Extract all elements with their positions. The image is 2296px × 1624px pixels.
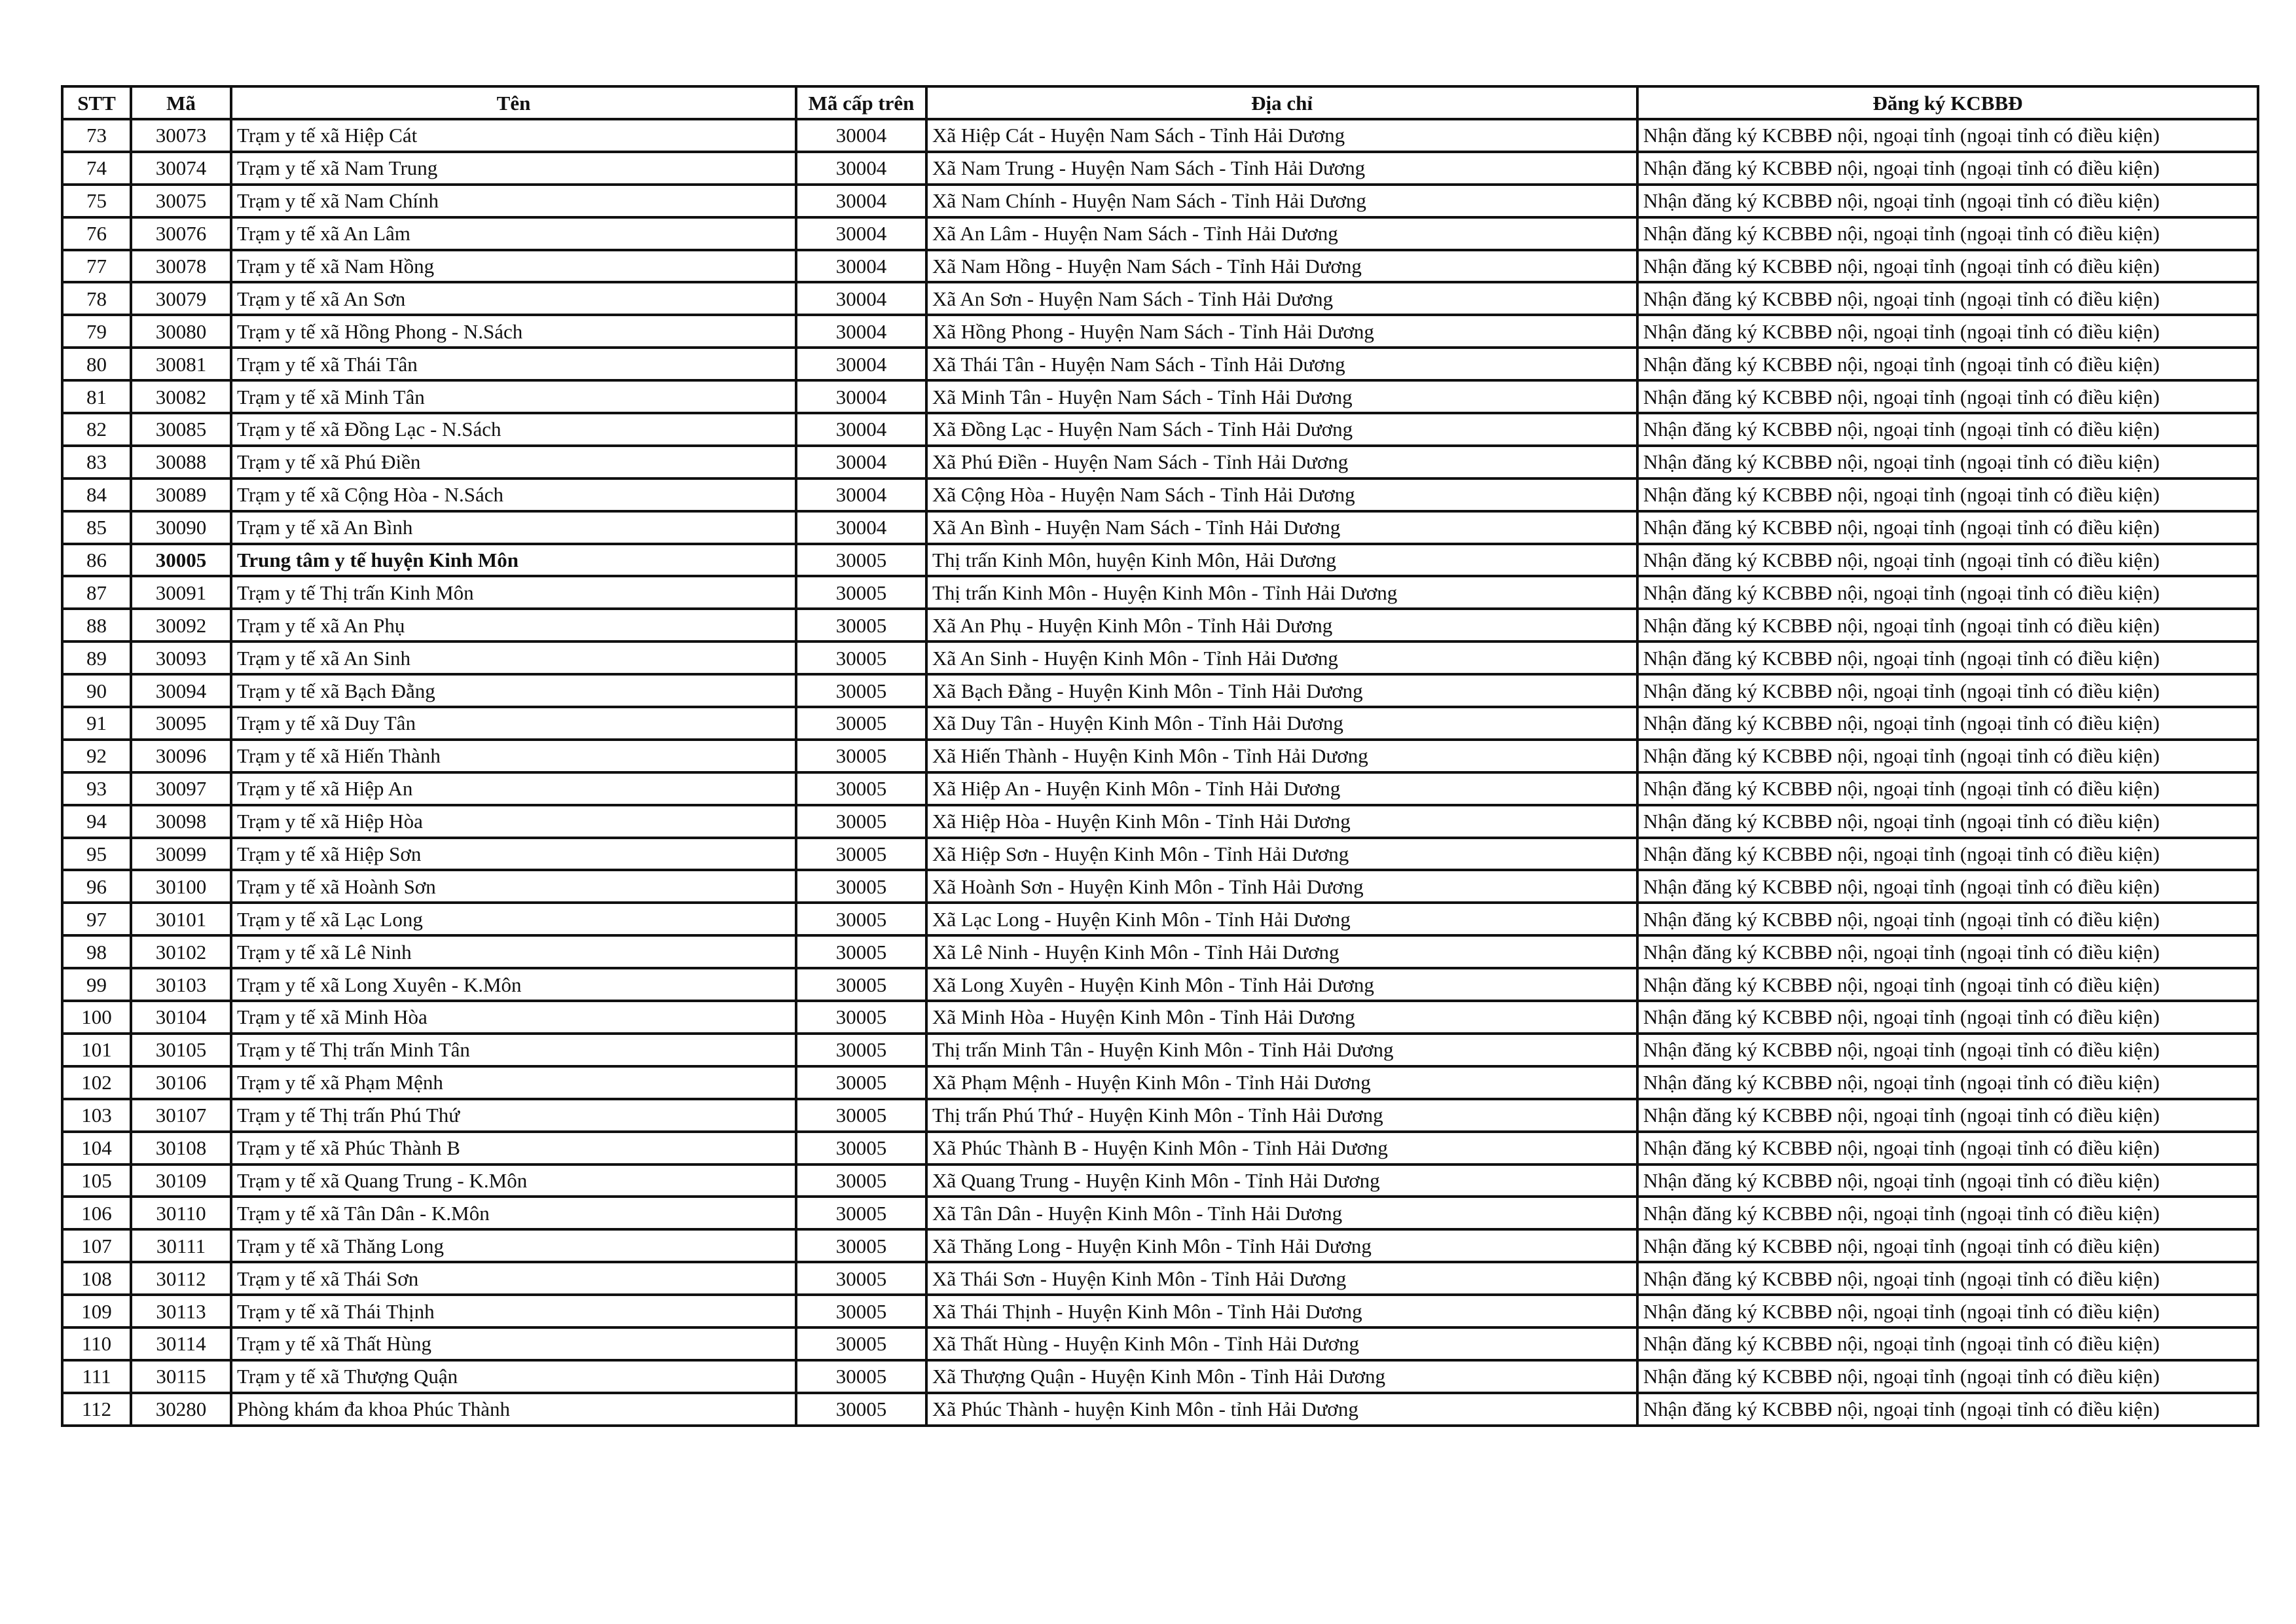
table-row xyxy=(62,380,2258,413)
cell-stt: 110 xyxy=(62,1327,131,1360)
table-row xyxy=(62,1229,2258,1262)
cell-dang-ky: Nhận đăng ký KCBBĐ nội, ngoại tỉnh (ngoại tỉnh có điều kiện) xyxy=(1637,478,2258,511)
cell-ten: Trạm y tế xã Nam Hồng xyxy=(231,250,796,283)
cell-dang-ky: Nhận đăng ký KCBBĐ nội, ngoại tỉnh (ngoại tỉnh có điều kiện) xyxy=(1637,1327,2258,1360)
cell-ten: Trạm y tế xã Hiệp Cát xyxy=(231,119,796,152)
cell-ma: 30081 xyxy=(131,348,231,380)
cell-dia-chi: Xã Hiệp Sơn - Huyện Kinh Môn - Tỉnh Hải Dương xyxy=(926,838,1637,871)
cell-ten: Trạm y tế xã Hiệp Hòa xyxy=(231,805,796,838)
cell-dia-chi: Xã Thất Hùng - Huyện Kinh Môn - Tỉnh Hải Dương xyxy=(926,1327,1637,1360)
cell-dia-chi: Xã Bạch Đằng - Huyện Kinh Môn - Tỉnh Hải Dương xyxy=(926,674,1637,707)
cell-dia-chi: Xã Hiệp Hòa - Huyện Kinh Môn - Tỉnh Hải Dương xyxy=(926,805,1637,838)
cell-stt: 84 xyxy=(62,478,131,511)
table-row xyxy=(62,1262,2258,1295)
cell-ten: Trung tâm y tế huyện Kinh Môn xyxy=(231,544,796,577)
cell-ma: 30079 xyxy=(131,282,231,315)
cell-ma: 30089 xyxy=(131,478,231,511)
cell-stt: 111 xyxy=(62,1360,131,1393)
table-row xyxy=(62,250,2258,283)
cell-ma: 30097 xyxy=(131,772,231,805)
cell-ten: Trạm y tế xã An Lâm xyxy=(231,217,796,250)
cell-stt: 80 xyxy=(62,348,131,380)
table-row xyxy=(62,1001,2258,1034)
cell-ma-cap-tren: 30005 xyxy=(796,1034,926,1066)
cell-ten: Trạm y tế xã Thái Sơn xyxy=(231,1262,796,1295)
table-row xyxy=(62,870,2258,903)
header-ten: Tên xyxy=(231,86,796,119)
cell-dang-ky: Nhận đăng ký KCBBĐ nội, ngoại tỉnh (ngoại tỉnh có điều kiện) xyxy=(1637,576,2258,609)
table-row xyxy=(62,707,2258,740)
cell-dia-chi: Thị trấn Minh Tân - Huyện Kinh Môn - Tỉnh Hải Dương xyxy=(926,1034,1637,1066)
cell-dia-chi: Xã An Phụ - Huyện Kinh Môn - Tỉnh Hải Dương xyxy=(926,609,1637,641)
cell-dang-ky: Nhận đăng ký KCBBĐ nội, ngoại tỉnh (ngoại tỉnh có điều kiện) xyxy=(1637,282,2258,315)
cell-stt: 90 xyxy=(62,674,131,707)
cell-ma-cap-tren: 30005 xyxy=(796,1295,926,1327)
cell-ma-cap-tren: 30005 xyxy=(796,903,926,935)
cell-ten: Trạm y tế xã Hồng Phong - N.Sách xyxy=(231,315,796,348)
cell-ten: Trạm y tế xã Quang Trung - K.Môn xyxy=(231,1164,796,1197)
table-row xyxy=(62,1360,2258,1393)
table-row xyxy=(62,1099,2258,1132)
cell-ten: Trạm y tế Thị trấn Minh Tân xyxy=(231,1034,796,1066)
cell-ma: 30113 xyxy=(131,1295,231,1327)
cell-dia-chi: Xã Hiệp Cát - Huyện Nam Sách - Tỉnh Hải Dương xyxy=(926,119,1637,152)
cell-ma-cap-tren: 30004 xyxy=(796,446,926,478)
cell-ten: Trạm y tế xã Lê Ninh xyxy=(231,935,796,968)
cell-stt: 101 xyxy=(62,1034,131,1066)
cell-ma: 30106 xyxy=(131,1066,231,1099)
cell-ma-cap-tren: 30004 xyxy=(796,217,926,250)
cell-dia-chi: Xã Phạm Mệnh - Huyện Kinh Môn - Tỉnh Hải Dương xyxy=(926,1066,1637,1099)
table-row xyxy=(62,674,2258,707)
cell-dia-chi: Xã Tân Dân - Huyện Kinh Môn - Tỉnh Hải Dương xyxy=(926,1197,1637,1229)
cell-dang-ky: Nhận đăng ký KCBBĐ nội, ngoại tỉnh (ngoại tỉnh có điều kiện) xyxy=(1637,1001,2258,1034)
cell-ma: 30100 xyxy=(131,870,231,903)
cell-ma-cap-tren: 30005 xyxy=(796,576,926,609)
cell-ten: Trạm y tế xã Phạm Mệnh xyxy=(231,1066,796,1099)
cell-stt: 92 xyxy=(62,740,131,772)
cell-ma-cap-tren: 30005 xyxy=(796,1229,926,1262)
cell-ma: 30108 xyxy=(131,1132,231,1164)
cell-ten: Trạm y tế xã Nam Chính xyxy=(231,185,796,217)
cell-dang-ky: Nhận đăng ký KCBBĐ nội, ngoại tỉnh (ngoại tỉnh có điều kiện) xyxy=(1637,446,2258,478)
cell-ma: 30110 xyxy=(131,1197,231,1229)
cell-dang-ky: Nhận đăng ký KCBBĐ nội, ngoại tỉnh (ngoại tỉnh có điều kiện) xyxy=(1637,1164,2258,1197)
cell-ma: 30091 xyxy=(131,576,231,609)
table-row xyxy=(62,772,2258,805)
cell-dang-ky: Nhận đăng ký KCBBĐ nội, ngoại tỉnh (ngoại tỉnh có điều kiện) xyxy=(1637,1066,2258,1099)
cell-dang-ky: Nhận đăng ký KCBBĐ nội, ngoại tỉnh (ngoại tỉnh có điều kiện) xyxy=(1637,1229,2258,1262)
table-row xyxy=(62,348,2258,380)
cell-ten: Trạm y tế xã Hoành Sơn xyxy=(231,870,796,903)
cell-ma-cap-tren: 30005 xyxy=(796,544,926,577)
cell-stt: 106 xyxy=(62,1197,131,1229)
cell-dang-ky: Nhận đăng ký KCBBĐ nội, ngoại tỉnh (ngoại tỉnh có điều kiện) xyxy=(1637,1262,2258,1295)
cell-ma-cap-tren: 30005 xyxy=(796,935,926,968)
cell-ma-cap-tren: 30005 xyxy=(796,1164,926,1197)
cell-ma-cap-tren: 30004 xyxy=(796,250,926,283)
header-ma-cap-tren: Mã cấp trên xyxy=(796,86,926,119)
table-row xyxy=(62,446,2258,478)
cell-dang-ky: Nhận đăng ký KCBBĐ nội, ngoại tỉnh (ngoại tỉnh có điều kiện) xyxy=(1637,772,2258,805)
table-row xyxy=(62,903,2258,935)
cell-ten: Trạm y tế xã An Phụ xyxy=(231,609,796,641)
cell-ma: 30280 xyxy=(131,1393,231,1426)
cell-ma-cap-tren: 30005 xyxy=(796,1393,926,1426)
cell-ma: 30092 xyxy=(131,609,231,641)
cell-dang-ky: Nhận đăng ký KCBBĐ nội, ngoại tỉnh (ngoại tỉnh có điều kiện) xyxy=(1637,1034,2258,1066)
cell-ma: 30112 xyxy=(131,1262,231,1295)
cell-ma: 30005 xyxy=(131,544,231,577)
cell-stt: 74 xyxy=(62,152,131,185)
cell-ma-cap-tren: 30005 xyxy=(796,707,926,740)
cell-dia-chi: Xã An Sinh - Huyện Kinh Môn - Tỉnh Hải Dương xyxy=(926,641,1637,674)
cell-dang-ky: Nhận đăng ký KCBBĐ nội, ngoại tỉnh (ngoại tỉnh có điều kiện) xyxy=(1637,838,2258,871)
table-row xyxy=(62,1197,2258,1229)
table-row xyxy=(62,315,2258,348)
cell-stt: 102 xyxy=(62,1066,131,1099)
cell-ten: Trạm y tế xã Nam Trung xyxy=(231,152,796,185)
header-ma: Mã xyxy=(131,86,231,119)
cell-dia-chi: Xã Thái Sơn - Huyện Kinh Môn - Tỉnh Hải Dương xyxy=(926,1262,1637,1295)
cell-dia-chi: Xã Cộng Hòa - Huyện Nam Sách - Tỉnh Hải Dương xyxy=(926,478,1637,511)
cell-dang-ky: Nhận đăng ký KCBBĐ nội, ngoại tỉnh (ngoại tỉnh có điều kiện) xyxy=(1637,1132,2258,1164)
cell-dang-ky: Nhận đăng ký KCBBĐ nội, ngoại tỉnh (ngoại tỉnh có điều kiện) xyxy=(1637,674,2258,707)
cell-dia-chi: Xã Minh Hòa - Huyện Kinh Môn - Tỉnh Hải Dương xyxy=(926,1001,1637,1034)
cell-stt: 82 xyxy=(62,413,131,446)
table-row xyxy=(62,413,2258,446)
cell-dang-ky: Nhận đăng ký KCBBĐ nội, ngoại tỉnh (ngoại tỉnh có điều kiện) xyxy=(1637,707,2258,740)
cell-stt: 87 xyxy=(62,576,131,609)
cell-ten: Trạm y tế xã An Sinh xyxy=(231,641,796,674)
cell-ma: 30098 xyxy=(131,805,231,838)
cell-ma-cap-tren: 30004 xyxy=(796,119,926,152)
cell-ten: Trạm y tế xã Đồng Lạc - N.Sách xyxy=(231,413,796,446)
facility-table xyxy=(61,85,2259,1427)
cell-dang-ky: Nhận đăng ký KCBBĐ nội, ngoại tỉnh (ngoại tỉnh có điều kiện) xyxy=(1637,609,2258,641)
cell-dia-chi: Thị trấn Kinh Môn - Huyện Kinh Môn - Tỉnh Hải Dương xyxy=(926,576,1637,609)
cell-dang-ky: Nhận đăng ký KCBBĐ nội, ngoại tỉnh (ngoại tỉnh có điều kiện) xyxy=(1637,1360,2258,1393)
cell-ten: Trạm y tế xã Tân Dân - K.Môn xyxy=(231,1197,796,1229)
cell-stt: 105 xyxy=(62,1164,131,1197)
cell-ma-cap-tren: 30005 xyxy=(796,838,926,871)
cell-dia-chi: Xã Phú Điền - Huyện Nam Sách - Tỉnh Hải Dương xyxy=(926,446,1637,478)
cell-ten: Trạm y tế Thị trấn Kinh Môn xyxy=(231,576,796,609)
cell-dang-ky: Nhận đăng ký KCBBĐ nội, ngoại tỉnh (ngoại tỉnh có điều kiện) xyxy=(1637,935,2258,968)
cell-ma: 30107 xyxy=(131,1099,231,1132)
cell-dia-chi: Xã Nam Chính - Huyện Nam Sách - Tỉnh Hải Dương xyxy=(926,185,1637,217)
cell-stt: 85 xyxy=(62,511,131,544)
cell-stt: 104 xyxy=(62,1132,131,1164)
cell-dang-ky: Nhận đăng ký KCBBĐ nội, ngoại tỉnh (ngoại tỉnh có điều kiện) xyxy=(1637,870,2258,903)
cell-stt: 112 xyxy=(62,1393,131,1426)
cell-ma-cap-tren: 30004 xyxy=(796,315,926,348)
cell-stt: 97 xyxy=(62,903,131,935)
cell-stt: 107 xyxy=(62,1229,131,1262)
cell-dia-chi: Xã Phúc Thành B - Huyện Kinh Môn - Tỉnh Hải Dương xyxy=(926,1132,1637,1164)
table-row xyxy=(62,1066,2258,1099)
cell-ma-cap-tren: 30005 xyxy=(796,1197,926,1229)
table-row xyxy=(62,641,2258,674)
cell-stt: 73 xyxy=(62,119,131,152)
cell-dia-chi: Xã Hiến Thành - Huyện Kinh Môn - Tỉnh Hải Dương xyxy=(926,740,1637,772)
cell-dang-ky: Nhận đăng ký KCBBĐ nội, ngoại tỉnh (ngoại tỉnh có điều kiện) xyxy=(1637,380,2258,413)
cell-dang-ky: Nhận đăng ký KCBBĐ nội, ngoại tỉnh (ngoại tỉnh có điều kiện) xyxy=(1637,315,2258,348)
cell-ma: 30088 xyxy=(131,446,231,478)
cell-dia-chi: Xã Đồng Lạc - Huyện Nam Sách - Tỉnh Hải Dương xyxy=(926,413,1637,446)
cell-dang-ky: Nhận đăng ký KCBBĐ nội, ngoại tỉnh (ngoại tỉnh có điều kiện) xyxy=(1637,217,2258,250)
cell-dang-ky: Nhận đăng ký KCBBĐ nội, ngoại tỉnh (ngoại tỉnh có điều kiện) xyxy=(1637,1295,2258,1327)
cell-dia-chi: Xã Thượng Quận - Huyện Kinh Môn - Tỉnh Hải Dương xyxy=(926,1360,1637,1393)
table-row xyxy=(62,935,2258,968)
cell-stt: 77 xyxy=(62,250,131,283)
cell-ma: 30103 xyxy=(131,968,231,1001)
cell-dang-ky: Nhận đăng ký KCBBĐ nội, ngoại tỉnh (ngoại tỉnh có điều kiện) xyxy=(1637,544,2258,577)
cell-ma-cap-tren: 30004 xyxy=(796,152,926,185)
cell-ten: Trạm y tế xã Phú Điền xyxy=(231,446,796,478)
table-row xyxy=(62,1327,2258,1360)
header-dang-ky: Đăng ký KCBBĐ xyxy=(1637,86,2258,119)
cell-ma: 30109 xyxy=(131,1164,231,1197)
cell-dang-ky: Nhận đăng ký KCBBĐ nội, ngoại tỉnh (ngoại tỉnh có điều kiện) xyxy=(1637,511,2258,544)
cell-dia-chi: Xã Thăng Long - Huyện Kinh Môn - Tỉnh Hải Dương xyxy=(926,1229,1637,1262)
cell-stt: 78 xyxy=(62,282,131,315)
cell-stt: 81 xyxy=(62,380,131,413)
cell-ten: Trạm y tế xã Minh Hòa xyxy=(231,1001,796,1034)
cell-dia-chi: Xã An Lâm - Huyện Nam Sách - Tỉnh Hải Dương xyxy=(926,217,1637,250)
cell-ma: 30101 xyxy=(131,903,231,935)
cell-stt: 76 xyxy=(62,217,131,250)
cell-dia-chi: Xã Nam Hồng - Huyện Nam Sách - Tỉnh Hải Dương xyxy=(926,250,1637,283)
cell-ma: 30099 xyxy=(131,838,231,871)
cell-ma-cap-tren: 30005 xyxy=(796,870,926,903)
cell-ma: 30080 xyxy=(131,315,231,348)
cell-dia-chi: Xã Hiệp An - Huyện Kinh Môn - Tỉnh Hải Dương xyxy=(926,772,1637,805)
cell-stt: 108 xyxy=(62,1262,131,1295)
cell-stt: 100 xyxy=(62,1001,131,1034)
cell-ma: 30104 xyxy=(131,1001,231,1034)
cell-ten: Trạm y tế xã Long Xuyên - K.Môn xyxy=(231,968,796,1001)
cell-stt: 89 xyxy=(62,641,131,674)
table-row xyxy=(62,1295,2258,1327)
cell-dang-ky: Nhận đăng ký KCBBĐ nội, ngoại tỉnh (ngoại tỉnh có điều kiện) xyxy=(1637,968,2258,1001)
cell-stt: 91 xyxy=(62,707,131,740)
cell-ma-cap-tren: 30005 xyxy=(796,1001,926,1034)
cell-ten: Trạm y tế xã Duy Tân xyxy=(231,707,796,740)
table-row xyxy=(62,544,2258,577)
cell-ma: 30076 xyxy=(131,217,231,250)
cell-dang-ky: Nhận đăng ký KCBBĐ nội, ngoại tỉnh (ngoại tỉnh có điều kiện) xyxy=(1637,1197,2258,1229)
cell-ten: Trạm y tế xã Thái Tân xyxy=(231,348,796,380)
cell-dia-chi: Thị trấn Kinh Môn, huyện Kinh Môn, Hải Dương xyxy=(926,544,1637,577)
cell-ma-cap-tren: 30005 xyxy=(796,674,926,707)
cell-dia-chi: Xã Quang Trung - Huyện Kinh Môn - Tỉnh Hải Dương xyxy=(926,1164,1637,1197)
cell-dia-chi: Xã Thái Tân - Huyện Nam Sách - Tỉnh Hải Dương xyxy=(926,348,1637,380)
cell-ten: Trạm y tế xã Lạc Long xyxy=(231,903,796,935)
cell-ten: Trạm y tế xã Thượng Quận xyxy=(231,1360,796,1393)
header-stt: STT xyxy=(62,86,131,119)
cell-ma: 30095 xyxy=(131,707,231,740)
cell-stt: 99 xyxy=(62,968,131,1001)
table-row xyxy=(62,478,2258,511)
cell-dia-chi: Xã Lê Ninh - Huyện Kinh Môn - Tỉnh Hải Dương xyxy=(926,935,1637,968)
cell-ten: Trạm y tế xã Thăng Long xyxy=(231,1229,796,1262)
cell-ma: 30105 xyxy=(131,1034,231,1066)
table-row xyxy=(62,511,2258,544)
cell-ten: Trạm y tế xã Thất Hùng xyxy=(231,1327,796,1360)
table-row xyxy=(62,740,2258,772)
table-row xyxy=(62,1393,2258,1426)
cell-dia-chi: Xã Thái Thịnh - Huyện Kinh Môn - Tỉnh Hải Dương xyxy=(926,1295,1637,1327)
cell-ma: 30115 xyxy=(131,1360,231,1393)
cell-dang-ky: Nhận đăng ký KCBBĐ nội, ngoại tỉnh (ngoại tỉnh có điều kiện) xyxy=(1637,740,2258,772)
cell-ma-cap-tren: 30005 xyxy=(796,1262,926,1295)
cell-stt: 95 xyxy=(62,838,131,871)
table-row xyxy=(62,1132,2258,1164)
cell-ten: Trạm y tế xã Hiệp Sơn xyxy=(231,838,796,871)
cell-stt: 109 xyxy=(62,1295,131,1327)
cell-ma: 30090 xyxy=(131,511,231,544)
cell-dang-ky: Nhận đăng ký KCBBĐ nội, ngoại tỉnh (ngoại tỉnh có điều kiện) xyxy=(1637,903,2258,935)
cell-ma-cap-tren: 30005 xyxy=(796,1132,926,1164)
cell-ma-cap-tren: 30004 xyxy=(796,282,926,315)
cell-dia-chi: Thị trấn Phú Thứ - Huyện Kinh Môn - Tỉnh Hải Dương xyxy=(926,1099,1637,1132)
cell-ten: Trạm y tế xã Hiệp An xyxy=(231,772,796,805)
cell-ma-cap-tren: 30005 xyxy=(796,740,926,772)
cell-ma: 30094 xyxy=(131,674,231,707)
cell-ma-cap-tren: 30004 xyxy=(796,185,926,217)
cell-ma-cap-tren: 30005 xyxy=(796,1066,926,1099)
cell-dang-ky: Nhận đăng ký KCBBĐ nội, ngoại tỉnh (ngoại tỉnh có điều kiện) xyxy=(1637,119,2258,152)
cell-stt: 75 xyxy=(62,185,131,217)
cell-stt: 86 xyxy=(62,544,131,577)
cell-ten: Trạm y tế xã Cộng Hòa - N.Sách xyxy=(231,478,796,511)
cell-ma-cap-tren: 30004 xyxy=(796,478,926,511)
cell-dang-ky: Nhận đăng ký KCBBĐ nội, ngoại tỉnh (ngoại tỉnh có điều kiện) xyxy=(1637,413,2258,446)
cell-ma: 30111 xyxy=(131,1229,231,1262)
header-row xyxy=(62,86,2258,119)
cell-ma-cap-tren: 30005 xyxy=(796,968,926,1001)
cell-stt: 88 xyxy=(62,609,131,641)
cell-ten: Trạm y tế xã Hiến Thành xyxy=(231,740,796,772)
cell-ma: 30073 xyxy=(131,119,231,152)
cell-ma-cap-tren: 30004 xyxy=(796,348,926,380)
table-row xyxy=(62,185,2258,217)
cell-stt: 103 xyxy=(62,1099,131,1132)
cell-stt: 83 xyxy=(62,446,131,478)
table-row xyxy=(62,968,2258,1001)
cell-dang-ky: Nhận đăng ký KCBBĐ nội, ngoại tỉnh (ngoại tỉnh có điều kiện) xyxy=(1637,250,2258,283)
cell-dang-ky: Nhận đăng ký KCBBĐ nội, ngoại tỉnh (ngoại tỉnh có điều kiện) xyxy=(1637,348,2258,380)
table-row xyxy=(62,152,2258,185)
cell-stt: 93 xyxy=(62,772,131,805)
cell-ma-cap-tren: 30004 xyxy=(796,380,926,413)
cell-ma: 30085 xyxy=(131,413,231,446)
cell-ten: Trạm y tế xã An Sơn xyxy=(231,282,796,315)
cell-ten: Trạm y tế xã Minh Tân xyxy=(231,380,796,413)
cell-ma-cap-tren: 30004 xyxy=(796,413,926,446)
cell-ma: 30102 xyxy=(131,935,231,968)
cell-dia-chi: Xã An Bình - Huyện Nam Sách - Tỉnh Hải Dương xyxy=(926,511,1637,544)
cell-dia-chi: Xã Duy Tân - Huyện Kinh Môn - Tỉnh Hải Dương xyxy=(926,707,1637,740)
cell-dang-ky: Nhận đăng ký KCBBĐ nội, ngoại tỉnh (ngoại tỉnh có điều kiện) xyxy=(1637,1393,2258,1426)
table-row xyxy=(62,805,2258,838)
cell-dang-ky: Nhận đăng ký KCBBĐ nội, ngoại tỉnh (ngoại tỉnh có điều kiện) xyxy=(1637,152,2258,185)
cell-ma-cap-tren: 30004 xyxy=(796,511,926,544)
header-dia-chi: Địa chỉ xyxy=(926,86,1637,119)
cell-ten: Trạm y tế xã Bạch Đằng xyxy=(231,674,796,707)
cell-dia-chi: Xã Minh Tân - Huyện Nam Sách - Tỉnh Hải Dương xyxy=(926,380,1637,413)
cell-ma: 30078 xyxy=(131,250,231,283)
cell-ma-cap-tren: 30005 xyxy=(796,1327,926,1360)
cell-ma-cap-tren: 30005 xyxy=(796,1099,926,1132)
cell-ma: 30074 xyxy=(131,152,231,185)
cell-stt: 98 xyxy=(62,935,131,968)
cell-dia-chi: Xã Hồng Phong - Huyện Nam Sách - Tỉnh Hải Dương xyxy=(926,315,1637,348)
table-row xyxy=(62,576,2258,609)
table-row xyxy=(62,1164,2258,1197)
table-row xyxy=(62,282,2258,315)
cell-ma: 30114 xyxy=(131,1327,231,1360)
cell-ma-cap-tren: 30005 xyxy=(796,772,926,805)
cell-ten: Trạm y tế xã An Bình xyxy=(231,511,796,544)
cell-ten: Phòng khám đa khoa Phúc Thành xyxy=(231,1393,796,1426)
table-row xyxy=(62,838,2258,871)
cell-ma: 30082 xyxy=(131,380,231,413)
cell-ma: 30096 xyxy=(131,740,231,772)
cell-dang-ky: Nhận đăng ký KCBBĐ nội, ngoại tỉnh (ngoại tỉnh có điều kiện) xyxy=(1637,641,2258,674)
cell-dang-ky: Nhận đăng ký KCBBĐ nội, ngoại tỉnh (ngoại tỉnh có điều kiện) xyxy=(1637,1099,2258,1132)
cell-ten: Trạm y tế Thị trấn Phú Thứ xyxy=(231,1099,796,1132)
cell-ma-cap-tren: 30005 xyxy=(796,1360,926,1393)
cell-ten: Trạm y tế xã Phúc Thành B xyxy=(231,1132,796,1164)
cell-dia-chi: Xã Long Xuyên - Huyện Kinh Môn - Tỉnh Hải Dương xyxy=(926,968,1637,1001)
cell-ten: Trạm y tế xã Thái Thịnh xyxy=(231,1295,796,1327)
cell-stt: 96 xyxy=(62,870,131,903)
cell-stt: 94 xyxy=(62,805,131,838)
cell-dia-chi: Xã An Sơn - Huyện Nam Sách - Tỉnh Hải Dương xyxy=(926,282,1637,315)
cell-ma-cap-tren: 30005 xyxy=(796,609,926,641)
cell-dia-chi: Xã Phúc Thành - huyện Kinh Môn - tỉnh Hải Dương xyxy=(926,1393,1637,1426)
table-row xyxy=(62,119,2258,152)
cell-dang-ky: Nhận đăng ký KCBBĐ nội, ngoại tỉnh (ngoại tỉnh có điều kiện) xyxy=(1637,805,2258,838)
cell-ma: 30093 xyxy=(131,641,231,674)
cell-dia-chi: Xã Lạc Long - Huyện Kinh Môn - Tỉnh Hải Dương xyxy=(926,903,1637,935)
table-row xyxy=(62,1034,2258,1066)
cell-dia-chi: Xã Nam Trung - Huyện Nam Sách - Tỉnh Hải Dương xyxy=(926,152,1637,185)
cell-ma-cap-tren: 30005 xyxy=(796,641,926,674)
cell-dang-ky: Nhận đăng ký KCBBĐ nội, ngoại tỉnh (ngoại tỉnh có điều kiện) xyxy=(1637,185,2258,217)
cell-ma-cap-tren: 30005 xyxy=(796,805,926,838)
table-row xyxy=(62,609,2258,641)
table-row xyxy=(62,217,2258,250)
cell-ma: 30075 xyxy=(131,185,231,217)
cell-stt: 79 xyxy=(62,315,131,348)
cell-dia-chi: Xã Hoành Sơn - Huyện Kinh Môn - Tỉnh Hải Dương xyxy=(926,870,1637,903)
